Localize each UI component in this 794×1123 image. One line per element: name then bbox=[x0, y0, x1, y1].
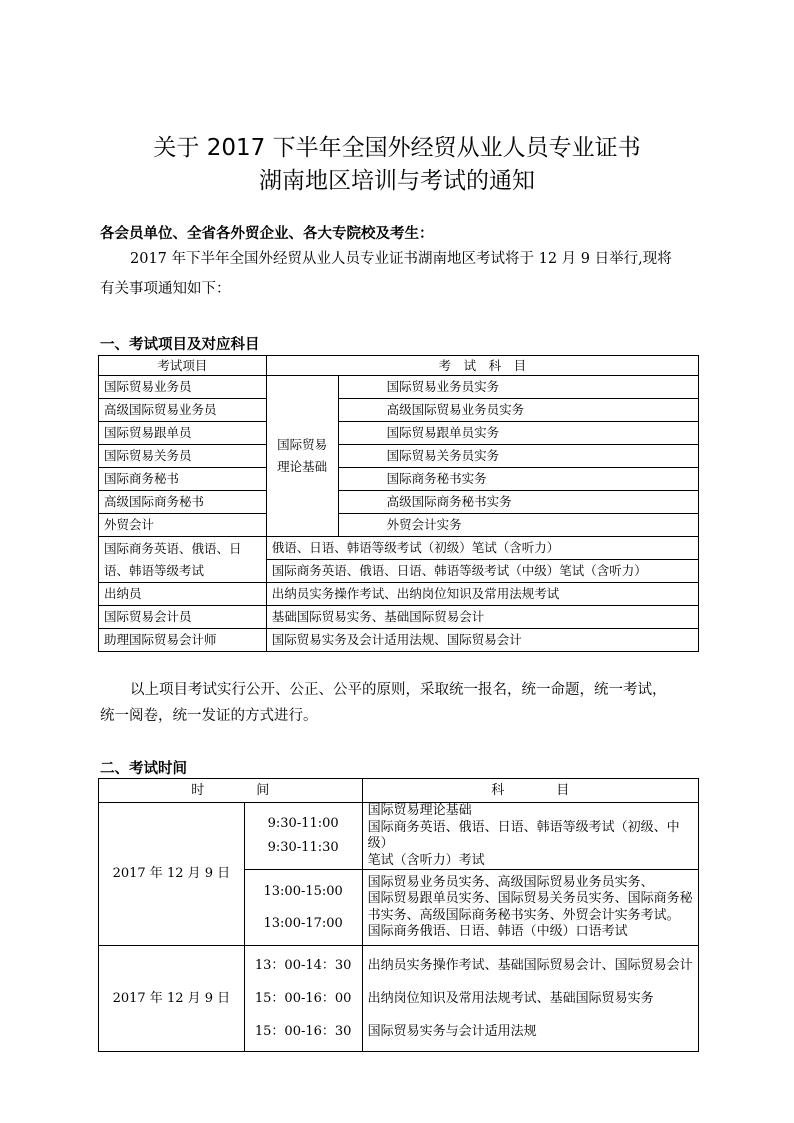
exam-item: 助理国际贸易会计师 bbox=[99, 629, 267, 652]
section1-heading: 一、考试项目及对应科目 bbox=[100, 337, 260, 353]
col-header-item: 考试项目 bbox=[99, 356, 267, 376]
common-subject: 国际贸易 理论基础 bbox=[266, 376, 338, 537]
salutation: 各会员单位、全省各外贸企业、各大专院校及考生： bbox=[100, 226, 434, 242]
exam-item: 高级国际贸易业务员 bbox=[99, 399, 267, 422]
schedule-subjects: 出纳员实务操作考试、基础国际贸易会计、国际贸易会计 出纳岗位知识及常用法规考试、基础国际贸易实务 国际贸易实务与会计适用法规 bbox=[362, 946, 698, 1052]
exam-item: 高级国际商务秘书 bbox=[99, 491, 267, 514]
exam-item: 国际贸易业务员 bbox=[99, 376, 267, 399]
exam-subject: 国际贸易关务员实务 bbox=[338, 445, 698, 468]
exam-subject: 高级国际贸易业务员实务 bbox=[338, 399, 698, 422]
exam-item: 出纳员 bbox=[99, 583, 267, 606]
exam-item: 国际贸易会计员 bbox=[99, 606, 267, 629]
language-subject-intermediate: 国际商务英语、俄语、日语、韩语等级考试（中级）笔试（含听力） bbox=[266, 560, 698, 583]
exam-item: 外贸会计 bbox=[99, 514, 267, 537]
exam-subject: 国际贸易业务员实务 bbox=[338, 376, 698, 399]
language-subject-basic: 俄语、日语、韩语等级考试（初级）笔试（含听力） bbox=[266, 537, 698, 560]
exam-item: 国际商务秘书 bbox=[99, 468, 267, 491]
exam-subject: 高级国际商务秘书实务 bbox=[338, 491, 698, 514]
title-line-1: 关于 2017 下半年全国外经贸从业人员专业证书 bbox=[153, 135, 641, 161]
exam-subject: 出纳员实务操作考试、出纳岗位知识及常用法规考试 bbox=[266, 583, 698, 606]
exam-item: 国际贸易关务员 bbox=[99, 445, 267, 468]
exam-item: 国际贸易跟单员 bbox=[99, 422, 267, 445]
exam-subject: 基础国际贸易实务、基础国际贸易会计 bbox=[266, 606, 698, 629]
exam-items-table bbox=[98, 355, 699, 652]
schedule-subjects: 国际贸易业务员实务、高级国际贸易业务员实务、 国际贸易跟单员实务、国际贸易关务员实务、国际商务秘 书实务、高级国际商务秘书实务、外贸会计实务考试。 国际商务俄语、日语、韩语（中级）口语考试 bbox=[362, 870, 698, 946]
exam-schedule-table bbox=[98, 778, 699, 1052]
exam-subject: 国际贸易跟单员实务 bbox=[338, 422, 698, 445]
col-header-subject: 考 试 科 目 bbox=[266, 356, 698, 376]
time-slots: 13：00-14：30 15：00-16：00 15：00-16：30 bbox=[244, 946, 362, 1052]
intro-line-1: 2017 年下半年全国外经贸从业人员专业证书湖南地区考试将于 12 月 9 日举行,现将 bbox=[130, 251, 672, 267]
exam-subject: 国际贸易实务及会计适用法规、国际贸易会计 bbox=[266, 629, 698, 652]
principle-line-1: 以上项目考试实行公开、公正、公平的原则，采取统一报名，统一命题，统一考试， bbox=[130, 682, 667, 698]
language-exam-item: 国际商务英语、俄语、日 语、韩语等级考试 bbox=[99, 537, 267, 583]
exam-date: 2017 年 12 月 9 日 bbox=[99, 803, 245, 946]
principle-line-2: 统一阅卷，统一发证的方式进行。 bbox=[100, 708, 318, 724]
col-header-time: 时 间 bbox=[99, 779, 363, 803]
exam-date: 2017 年 12 月 9 日 bbox=[99, 946, 245, 1052]
exam-subject: 国际商务秘书实务 bbox=[338, 468, 698, 491]
intro-line-2: 有关事项通知如下： bbox=[100, 281, 231, 297]
time-slots: 9:30-11:00 9:30-11:30 bbox=[244, 803, 362, 870]
section2-heading: 二、考试时间 bbox=[100, 761, 187, 777]
exam-subject: 外贸会计实务 bbox=[338, 514, 698, 537]
time-slots: 13:00-15:00 13:00-17:00 bbox=[244, 870, 362, 946]
title-line-2: 湖南地区培训与考试的通知 bbox=[259, 168, 535, 194]
col-header-subject: 科 目 bbox=[362, 779, 698, 803]
schedule-subjects: 国际贸易理论基础 国际商务英语、俄语、日语、韩语等级考试（初级、中级） 笔试（含听力）考试 bbox=[362, 803, 698, 870]
